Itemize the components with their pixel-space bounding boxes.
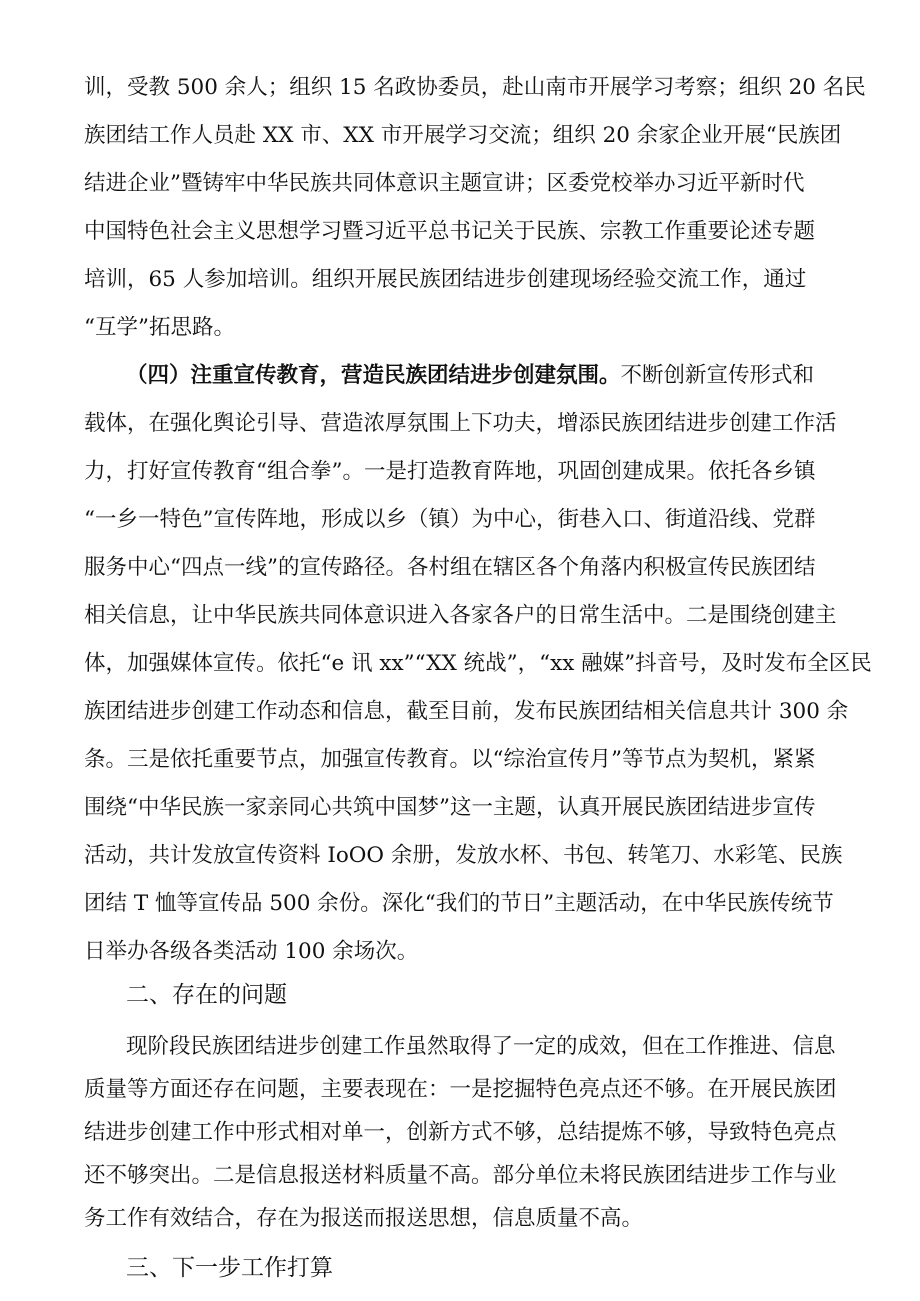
paragraph-line: “一乡一特色”宣传阵地，形成以乡（镇）为中心，街巷入口、街道沿线、党群 — [84, 507, 816, 532]
paragraph-line: 力，打好宣传教育“组合拳”。一是打造教育阵地，巩固创建成果。依托各乡镇 — [84, 459, 816, 484]
paragraph-line: 务工作有效结合，存在为报送而报送思想，信息质量不高。 — [84, 1206, 644, 1231]
paragraph-line: 体，加强媒体宣传。依托“e 讯 xx”“XX 统战”，“xx 融媒”抖音号，及时发布全区民 — [84, 651, 872, 676]
paragraph-line: 现阶段民族团结进步创建工作虽然取得了一定的成效，但在工作推进、信息 — [126, 1034, 836, 1059]
paragraph-line: 结进企业”暨铸牢中华民族共同体意识主题宣讲；区委党校举办习近平新时代 — [84, 171, 805, 196]
paragraph-line: 质量等方面还存在问题，主要表现在：一是挖掘特色亮点还不够。在开展民族团 — [84, 1077, 837, 1102]
section-4-title: （四）注重宣传教育，营造民族团结进步创建氛围。 — [126, 363, 621, 388]
section-heading-next-steps: 三、下一步工作打算 — [126, 1255, 333, 1281]
paragraph-line: 相关信息，让中华民族共同体意识进入各家各户的日常生活中。二是围绕创建主 — [84, 603, 837, 628]
section-4-first-line — [126, 361, 814, 391]
paragraph-line: 服务中心“四点一线”的宣传路径。各村组在辖区各个角落内积极宣传民族团结 — [84, 555, 816, 580]
section-4-first-text: 不断创新宣传形式和 — [620, 363, 815, 388]
section-heading-problems: 二、存在的问题 — [126, 982, 287, 1008]
paragraph-line: 活动，共计发放宣传资料 IoOO 余册，发放水杯、书包、转笔刀、水彩笔、民族 — [84, 843, 843, 868]
paragraph-line: 条。三是依托重要节点，加强宣传教育。以“综治宣传月”等节点为契机，紧紧 — [84, 747, 816, 772]
paragraph-line: 族团结工作人员赴 XX 市、XX 市开展学习交流；组织 20 余家企业开展“民族团 — [84, 123, 842, 148]
paragraph-line: 中国特色社会主义思想学习暨习近平总书记关于民族、宗教工作重要论述专题 — [84, 219, 816, 244]
paragraph-line: 日举办各级各类活动 100 余场次。 — [84, 939, 419, 964]
paragraph-line: 载体，在强化舆论引导、营造浓厚氛围上下功夫，增添民族团结进步创建工作活 — [84, 411, 837, 436]
paragraph-line: 团结 T 恤等宣传品 500 余份。深化“我们的节日”主题活动，在中华民族传统节 — [84, 891, 834, 916]
paragraph-line: 培训，65 人参加培训。组织开展民族团结进步创建现场经验交流工作，通过 — [84, 267, 807, 292]
paragraph-line: “互学”拓思路。 — [84, 315, 235, 340]
paragraph-line: 还不够突出。二是信息报送材料质量不高。部分单位未将民族团结进步工作与业 — [84, 1163, 837, 1188]
paragraph-line: 结进步创建工作中形式相对单一，创新方式不够，总结提炼不够，导致特色亮点 — [84, 1120, 837, 1145]
paragraph-line: 训，受教 500 余人；组织 15 名政协委员，赴山南市开展学习考察；组织 20 名民 — [84, 75, 866, 100]
paragraph-line: 族团结进步创建工作动态和信息，截至目前，发布民族团结相关信息共计 300 余 — [84, 699, 849, 724]
paragraph-line: 围绕“中华民族一家亲同心共筑中国梦”这一主题，认真开展民族团结进步宣传 — [84, 795, 816, 820]
